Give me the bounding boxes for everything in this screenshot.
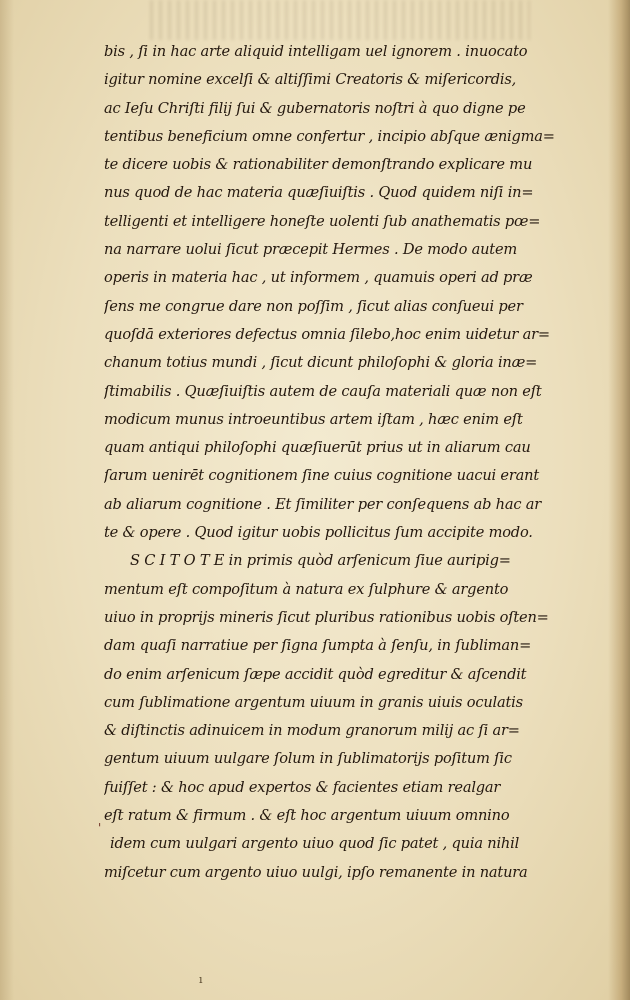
text-line: quoſdā exteriores defectus omnia ſilebo,hoc enim uidetur ar= [104, 325, 550, 343]
text-line: ab aliarum cognitione . Et ſimiliter per conſequens ab hac ar [104, 495, 542, 513]
text-line: ac Ieſu Chriſti filij ſui & gubernatoris noſtri à quo digne pe [104, 99, 526, 117]
bottom-mark: ı [199, 973, 203, 986]
text-line: quam antiqui philoſophi quæſiuerūt prius ut in aliarum cau [104, 439, 531, 457]
text-line: modicum munus introeuntibus artem iſtam , hæc enim eſt [104, 410, 523, 428]
text-line: operis in materia hac , ut informem , quamuis operi ad præ [104, 269, 533, 287]
text-line: gentum uiuum uulgare ſolum in ſublimatorijs poſitum ſic [104, 750, 512, 768]
text-line: te & opere . Quod igitur uobis pollicitus ſum accipite modo. [104, 524, 533, 542]
text-line: tentibus beneficium omne confertur , incipio abſque ænigma= [104, 127, 555, 145]
page-left-edge [0, 0, 14, 1000]
margin-mark: ' [98, 821, 102, 835]
text-line: bis , ſi in hac arte aliquid intelligam uel ignorem . inuocato [104, 43, 528, 60]
text-line: mentum eſt compoſitum à natura ex ſulphure & argento [104, 580, 509, 598]
text-line: uiuo in proprijs mineris ſicut pluribus rationibus uobis oſten= [104, 608, 549, 626]
text-line: do enim arſenicum ſæpe accidit quòd egreditur & aſcendit [104, 665, 527, 683]
text-line: & diſtinctis adinuicem in modum granorum milij ac ſi ar= [104, 722, 520, 740]
text-line: eſt ratum & firmum . & eſt hoc argentum uiuum omnino [104, 807, 510, 825]
text-line: na narrare uolui ſicut præcepit Hermes . De modo autem [104, 241, 518, 259]
show-through-text [150, 0, 530, 40]
text-line: S C I T O T E in primis quòd arſenicum ſiue auripig= [130, 552, 511, 570]
page-right-edge [608, 0, 630, 1000]
text-line: cum ſublimatione argentum uiuum in granis uiuis oculatis [104, 693, 523, 711]
text-line: nus quod de hac materia quæſiuiſtis . Quod quidem niſi in= [104, 184, 534, 202]
text-line: fuiſſet : & hoc apud expertos & facientes etiam realgar [104, 778, 501, 796]
text-line: igitur nomine excelſi & altiſſimi Creatoris & miſericordis, [104, 71, 517, 89]
body-text [104, 38, 596, 887]
text-line: telligenti et intelligere honeſte uolenti ſub anathematis pœ= [104, 212, 541, 230]
text-line: idem cum uulgari argento uiuo quod ſic patet , quia nihil [110, 835, 520, 853]
text-line: ſtimabilis . Quæſiuiſtis autem de cauſa materiali quæ non eſt [104, 382, 542, 400]
text-line: chanum totius mundi , ſicut dicunt philoſophi & gloria inæ= [104, 354, 538, 372]
text-line: ſarum uenirēt cognitionem ſine cuius cognitione uacui erant [104, 467, 539, 485]
text-line: dam quaſi narratiue per ſigna ſumpta à ſenſu, in ſubliman= [104, 637, 532, 655]
text-line: miſcetur cum argento uiuo uulgi, ipſo remanente in natura [104, 863, 528, 881]
text-line: te dicere uobis & rationabiliter demonſtrando explicare mu [104, 156, 533, 174]
text-line: ſens me congrue dare non poſſim , ſicut alias conſueui per [104, 297, 523, 315]
